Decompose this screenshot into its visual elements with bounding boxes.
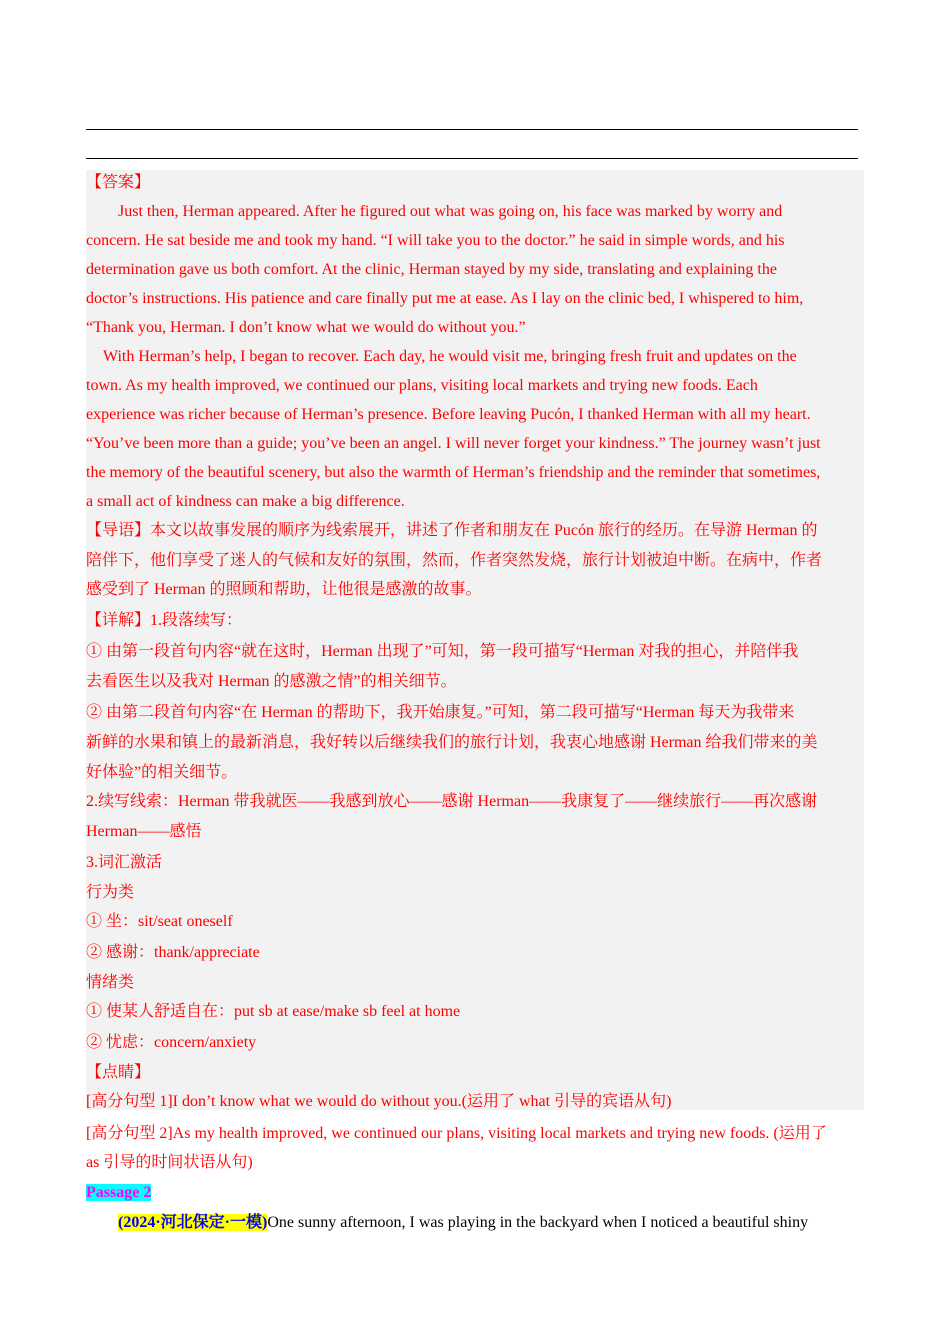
passage-source: (2024·河北保定·一模) [118, 1214, 268, 1231]
sentence-pattern: as 引导的时间状语从句) [86, 1154, 253, 1171]
sentence-pattern: [高分句型 2]As my health improved, we continued our plans, visiting local markets and trying new foods. (运用了 [86, 1125, 827, 1142]
guide-text: 陪伴下，他们享受了迷人的气候和友好的氛围，然而，作者突然发烧，旅行计划被迫中断。在病中，作者 [86, 552, 823, 569]
explanation-text: 去看医生以及我对 Herman 的感激之情”的相关细节。 [86, 673, 457, 690]
explanation-text: ① 由第一段首句内容“就在这时，Herman 出现了”可知，第一段可描写“Herman 对我的担心，并陪伴我 [86, 643, 799, 660]
explanation-text: 新鲜的水果和镇上的最新消息，我好转以后继续我们的旅行计划，我衷心地感谢 Herman 给我们带来的美 [86, 734, 818, 751]
answer-text: “You’ve been more than a guide; you’ve been an angel. I will never forget your kindness.” The journey wasn’t just [86, 435, 821, 452]
vocab-item: ② 感谢：thank/appreciate [86, 944, 260, 961]
highlight-heading: 【点睛】 [86, 1064, 151, 1081]
vocab-item: ① 坐：sit/seat oneself [86, 913, 233, 930]
explanation-text: ② 由第二段首句内容“在 Herman 的帮助下，我开始康复。”可知，第二段可描写“Herman 每天为我带来 [86, 704, 795, 721]
blank-answer-line-1 [86, 129, 858, 130]
passage-text: One sunny afternoon, I was playing in the backyard when I noticed a beautiful shiny [267, 1214, 809, 1231]
answer-text: Just then, Herman appeared. After he figured out what was going on, his face was marked by worry and [118, 203, 783, 220]
answer-text: town. As my health improved, we continued our plans, visiting local markets and trying new foods. Each [86, 377, 758, 394]
answer-text: a small act of kindness can make a big difference. [86, 493, 405, 510]
answer-text: the memory of the beautiful scenery, but also the warmth of Herman’s friendship and the reminder that sometimes, [86, 464, 821, 481]
answer-heading: 【答案】 [86, 174, 151, 191]
answer-highlight-block [86, 170, 864, 1110]
passage-label: Passage 2 [86, 1184, 152, 1201]
sentence-pattern: [高分句型 1]I don’t know what we would do without you.(运用了 what 引导的宾语从句) [86, 1093, 672, 1110]
passage-label-line [86, 1183, 151, 1203]
clue-text: Herman——感悟 [86, 823, 202, 840]
vocab-item: ① 使某人舒适自在：put sb at ease/make sb feel at home [86, 1003, 461, 1020]
vocab-heading: 3.词汇激活 [86, 854, 163, 871]
vocab-category: 行为类 [86, 884, 135, 901]
answer-text: experience was richer because of Herman’s presence. Before leaving Pucón, I thanked Herman with all my heart. [86, 406, 811, 423]
explanation-text: 好体验”的相关细节。 [86, 764, 238, 781]
answer-text: determination gave us both comfort. At the clinic, Herman stayed by my side, translating and explaining the [86, 261, 777, 278]
guide-text: 【导语】本文以故事发展的顺序为线索展开，讲述了作者和朋友在 Pucón 旅行的经历。在导游 Herman 的 [86, 522, 818, 539]
clue-text: 2.续写线索：Herman 带我就医——我感到放心——感谢 Herman——我康复了——继续旅行——再次感谢 [86, 793, 818, 810]
vocab-item: ② 忧虑：concern/anxiety [86, 1034, 257, 1051]
vocab-category: 情绪类 [86, 974, 135, 991]
answer-text: “Thank you, Herman. I don’t know what we would do without you.” [86, 319, 526, 336]
answer-text: With Herman’s help, I began to recover. Each day, he would visit me, bringing fresh fruit and updates on the [103, 348, 797, 365]
explanation-heading: 【详解】1.段落续写： [86, 612, 243, 629]
answer-text: doctor’s instructions. His patience and care finally put me at ease. As I lay on the clinic bed, I whispered to him, [86, 290, 804, 307]
blank-answer-line-2 [86, 158, 858, 159]
passage-first-line [118, 1213, 808, 1233]
guide-text: 感受到了 Herman 的照顾和帮助，让他很是感激的故事。 [86, 581, 482, 598]
answer-text: concern. He sat beside me and took my hand. “I will take you to the doctor.” he said in simple words, and his [86, 232, 785, 249]
